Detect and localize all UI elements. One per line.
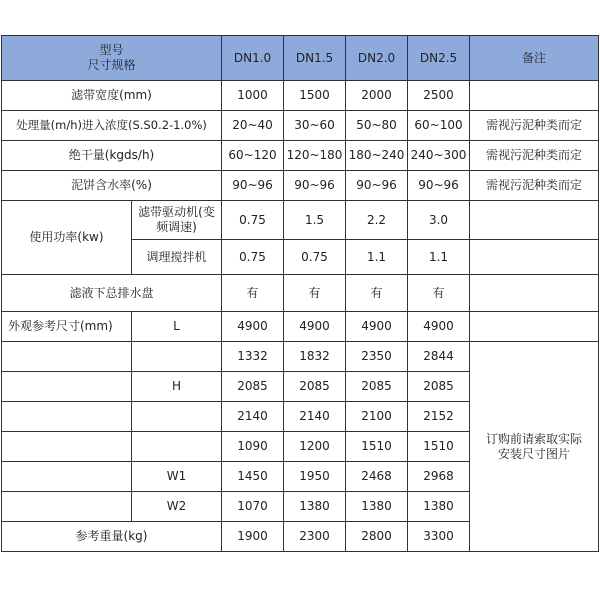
row-label: 滤带宽度(mm) — [2, 81, 222, 111]
cell: 1450 — [222, 462, 284, 492]
remark-cell — [470, 240, 599, 275]
cell: 1070 — [222, 492, 284, 522]
cell: 60~100 — [408, 111, 470, 141]
table-row — [2, 201, 599, 240]
dim-sub-label: W1 — [132, 462, 222, 492]
table-row — [2, 275, 599, 312]
row-label: 参考重量(kg) — [2, 522, 222, 552]
cell: 1200 — [284, 432, 346, 462]
empty-cell — [132, 432, 222, 462]
mixer-label: 调理搅拌机 — [132, 240, 222, 275]
model-header: DN1.5 — [284, 36, 346, 81]
cell: 2500 — [408, 81, 470, 111]
dimensions-label: 外观参考尺寸(mm) — [2, 312, 132, 342]
empty-cell — [132, 402, 222, 432]
remark-cell: 需视污泥种类而定 — [470, 111, 599, 141]
remark-cell — [470, 275, 599, 312]
cell: 2085 — [408, 372, 470, 402]
cell: 2085 — [284, 372, 346, 402]
cell: 2800 — [346, 522, 408, 552]
cell: 有 — [346, 275, 408, 312]
cell: 4900 — [222, 312, 284, 342]
table-row — [2, 312, 599, 342]
cell: 50~80 — [346, 111, 408, 141]
model-header: DN1.0 — [222, 36, 284, 81]
table-row — [2, 141, 599, 171]
table-row — [2, 81, 599, 111]
empty-cell — [2, 402, 132, 432]
cell: 4900 — [408, 312, 470, 342]
cell: 0.75 — [284, 240, 346, 275]
dim-sub-label: L — [132, 312, 222, 342]
cell: 1380 — [408, 492, 470, 522]
cell: 4900 — [284, 312, 346, 342]
model-header: DN2.5 — [408, 36, 470, 81]
cell: 2100 — [346, 402, 408, 432]
dim-sub-label: W2 — [132, 492, 222, 522]
cell: 0.75 — [222, 240, 284, 275]
cell: 1.5 — [284, 201, 346, 240]
cell: 0.75 — [222, 201, 284, 240]
spec-table — [1, 35, 599, 552]
row-label: 滤液下总排水盘 — [2, 275, 222, 312]
cell: 有 — [408, 275, 470, 312]
empty-cell — [2, 432, 132, 462]
cell: 1.1 — [346, 240, 408, 275]
cell: 20~40 — [222, 111, 284, 141]
cell: 1510 — [408, 432, 470, 462]
cell: 1.1 — [408, 240, 470, 275]
table-row — [2, 342, 599, 372]
cell: 1332 — [222, 342, 284, 372]
table-row — [2, 171, 599, 201]
empty-cell — [2, 342, 132, 372]
cell: 2844 — [408, 342, 470, 372]
cell: 90~96 — [408, 171, 470, 201]
cell: 240~300 — [408, 141, 470, 171]
remark-cell — [470, 201, 599, 240]
cell: 2140 — [222, 402, 284, 432]
cell: 30~60 — [284, 111, 346, 141]
table-row — [2, 111, 599, 141]
cell: 90~96 — [222, 171, 284, 201]
cell: 60~120 — [222, 141, 284, 171]
cell: 180~240 — [346, 141, 408, 171]
row-label: 泥饼含水率(%) — [2, 171, 222, 201]
cell: 2152 — [408, 402, 470, 432]
header-row — [2, 36, 599, 81]
remark-cell — [470, 81, 599, 111]
cell: 90~96 — [284, 171, 346, 201]
cell: 3300 — [408, 522, 470, 552]
cell: 2085 — [222, 372, 284, 402]
dimension-remark-line2: 安装尺寸图片 — [498, 446, 571, 461]
cell: 有 — [222, 275, 284, 312]
cell: 1500 — [284, 81, 346, 111]
belt-drive-label-line2: 频调速) — [156, 220, 197, 234]
remark-header: 备注 — [470, 36, 599, 81]
remark-cell — [470, 312, 599, 342]
empty-cell — [132, 342, 222, 372]
model-spec-header — [2, 36, 222, 81]
cell: 1832 — [284, 342, 346, 372]
cell: 1000 — [222, 81, 284, 111]
cell: 2968 — [408, 462, 470, 492]
cell: 90~96 — [346, 171, 408, 201]
empty-cell — [2, 462, 132, 492]
empty-cell — [2, 372, 132, 402]
cell: 2140 — [284, 402, 346, 432]
cell: 2300 — [284, 522, 346, 552]
model-label: 型号 — [99, 43, 124, 57]
cell: 120~180 — [284, 141, 346, 171]
dimension-remark-line1: 订购前请索取实际 — [486, 431, 583, 446]
cell: 2.2 — [346, 201, 408, 240]
belt-drive-label-line1: 滤带驱动机(变 — [138, 205, 215, 219]
model-header: DN2.0 — [346, 36, 408, 81]
dimension-remark — [470, 342, 599, 552]
cell: 1380 — [346, 492, 408, 522]
belt-drive-label — [132, 201, 222, 240]
cell: 1090 — [222, 432, 284, 462]
cell: 1900 — [222, 522, 284, 552]
row-label: 绝干量(kgds/h) — [2, 141, 222, 171]
remark-cell: 需视污泥种类而定 — [470, 141, 599, 171]
row-label: 处理量(m/h)进入浓度(S.S0.2-1.0%) — [2, 111, 222, 141]
cell: 1510 — [346, 432, 408, 462]
cell: 2000 — [346, 81, 408, 111]
empty-cell — [2, 492, 132, 522]
cell: 3.0 — [408, 201, 470, 240]
dim-sub-label: H — [132, 372, 222, 402]
cell: 1950 — [284, 462, 346, 492]
cell: 有 — [284, 275, 346, 312]
cell: 2350 — [346, 342, 408, 372]
cell: 4900 — [346, 312, 408, 342]
remark-cell: 需视污泥种类而定 — [470, 171, 599, 201]
cell: 2085 — [346, 372, 408, 402]
spec-label: 尺寸规格 — [87, 58, 136, 72]
power-label: 使用功率(kw) — [2, 201, 132, 275]
cell: 1380 — [284, 492, 346, 522]
cell: 2468 — [346, 462, 408, 492]
